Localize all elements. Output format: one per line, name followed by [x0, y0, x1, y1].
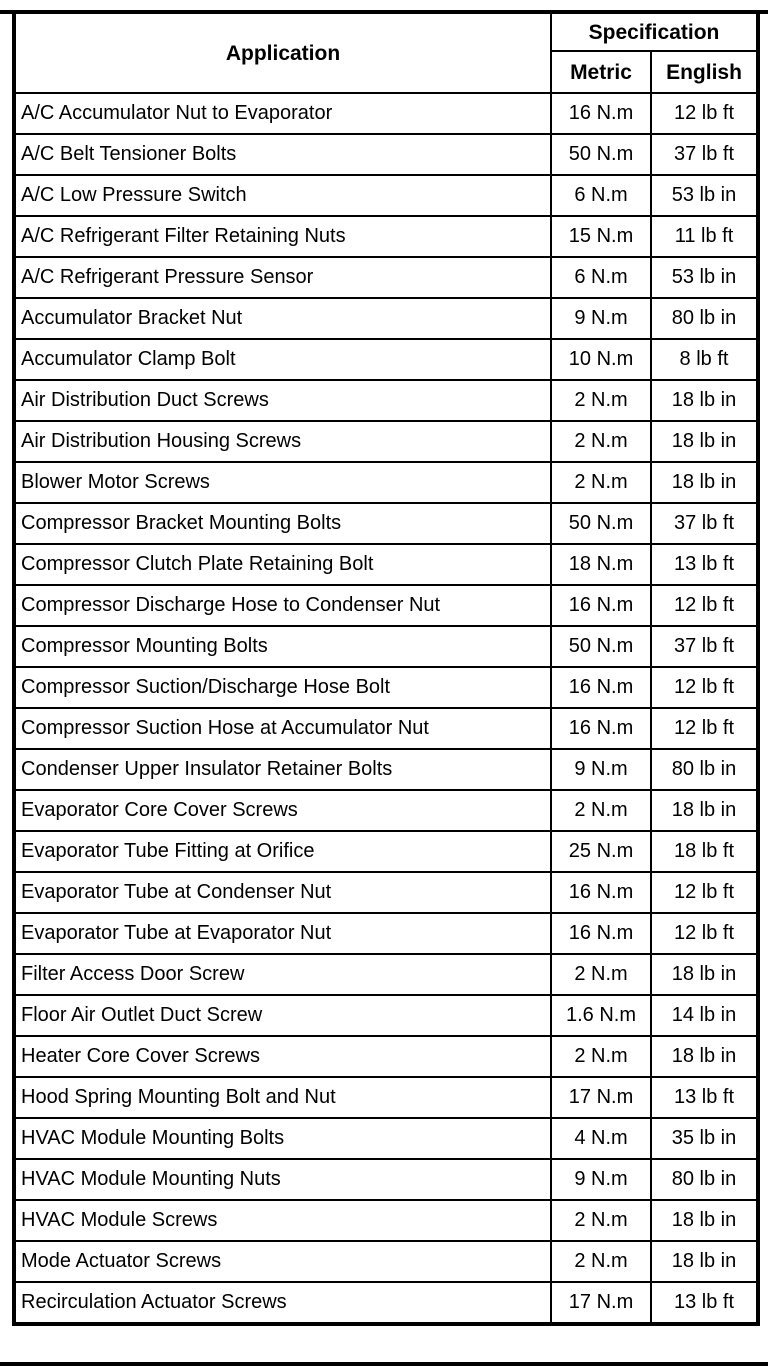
- table-row: [14, 380, 758, 421]
- metric-value-cell: 16 N.m: [551, 667, 651, 708]
- english-value-cell: 12 lb ft: [651, 708, 758, 749]
- metric-value-cell: 1.6 N.m: [551, 995, 651, 1036]
- application-cell: Heater Core Cover Screws: [14, 1036, 551, 1077]
- table-row: [14, 134, 758, 175]
- english-value-cell: 12 lb ft: [651, 872, 758, 913]
- english-value-cell: 53 lb in: [651, 257, 758, 298]
- application-cell: Condenser Upper Insulator Retainer Bolts: [14, 749, 551, 790]
- application-column-header: Application: [14, 12, 551, 93]
- metric-value-cell: 6 N.m: [551, 257, 651, 298]
- table-row: [14, 257, 758, 298]
- english-value-cell: 18 lb in: [651, 1036, 758, 1077]
- english-value-cell: 13 lb ft: [651, 1282, 758, 1324]
- metric-value-cell: 2 N.m: [551, 954, 651, 995]
- application-cell: Evaporator Tube at Evaporator Nut: [14, 913, 551, 954]
- application-cell: Recirculation Actuator Screws: [14, 1282, 551, 1324]
- table-row: [14, 339, 758, 380]
- table-row: [14, 503, 758, 544]
- english-value-cell: 13 lb ft: [651, 544, 758, 585]
- application-cell: Compressor Discharge Hose to Condenser Nut: [14, 585, 551, 626]
- application-cell: Evaporator Core Cover Screws: [14, 790, 551, 831]
- table-row: [14, 298, 758, 339]
- table-row: [14, 790, 758, 831]
- table-row: [14, 1118, 758, 1159]
- application-cell: Compressor Suction Hose at Accumulator Nut: [14, 708, 551, 749]
- table-row: [14, 175, 758, 216]
- metric-value-cell: 6 N.m: [551, 175, 651, 216]
- table-row: [14, 954, 758, 995]
- english-value-cell: 13 lb ft: [651, 1077, 758, 1118]
- application-cell: Compressor Bracket Mounting Bolts: [14, 503, 551, 544]
- metric-column-header: Metric: [551, 51, 651, 93]
- header-row-specification: [14, 12, 758, 51]
- table-row: [14, 1077, 758, 1118]
- english-value-cell: 18 lb in: [651, 1241, 758, 1282]
- english-value-cell: 8 lb ft: [651, 339, 758, 380]
- table-row: [14, 544, 758, 585]
- metric-value-cell: 17 N.m: [551, 1077, 651, 1118]
- english-value-cell: 37 lb ft: [651, 626, 758, 667]
- application-cell: Blower Motor Screws: [14, 462, 551, 503]
- application-cell: Evaporator Tube Fitting at Orifice: [14, 831, 551, 872]
- table-row: [14, 585, 758, 626]
- metric-value-cell: 25 N.m: [551, 831, 651, 872]
- table-row: [14, 1282, 758, 1324]
- english-value-cell: 18 lb in: [651, 790, 758, 831]
- application-cell: Accumulator Clamp Bolt: [14, 339, 551, 380]
- metric-value-cell: 18 N.m: [551, 544, 651, 585]
- metric-value-cell: 50 N.m: [551, 503, 651, 544]
- table-row: [14, 749, 758, 790]
- english-value-cell: 80 lb in: [651, 1159, 758, 1200]
- english-value-cell: 18 lb ft: [651, 831, 758, 872]
- application-cell: HVAC Module Mounting Bolts: [14, 1118, 551, 1159]
- english-value-cell: 18 lb in: [651, 380, 758, 421]
- application-cell: Accumulator Bracket Nut: [14, 298, 551, 339]
- english-value-cell: 12 lb ft: [651, 667, 758, 708]
- table-row: [14, 421, 758, 462]
- metric-value-cell: 2 N.m: [551, 1036, 651, 1077]
- application-cell: Floor Air Outlet Duct Screw: [14, 995, 551, 1036]
- application-cell: A/C Low Pressure Switch: [14, 175, 551, 216]
- metric-value-cell: 2 N.m: [551, 1200, 651, 1241]
- metric-value-cell: 4 N.m: [551, 1118, 651, 1159]
- english-value-cell: 14 lb in: [651, 995, 758, 1036]
- metric-value-cell: 16 N.m: [551, 872, 651, 913]
- metric-value-cell: 50 N.m: [551, 134, 651, 175]
- table-row: [14, 995, 758, 1036]
- specification-column-group-header: Specification: [551, 12, 758, 51]
- english-value-cell: 80 lb in: [651, 298, 758, 339]
- table-row: [14, 462, 758, 503]
- table-row: [14, 1200, 758, 1241]
- english-value-cell: 37 lb ft: [651, 503, 758, 544]
- table-row: [14, 667, 758, 708]
- table-row: [14, 1159, 758, 1200]
- table-row: [14, 913, 758, 954]
- english-value-cell: 37 lb ft: [651, 134, 758, 175]
- english-value-cell: 12 lb ft: [651, 93, 758, 134]
- application-cell: Mode Actuator Screws: [14, 1241, 551, 1282]
- english-value-cell: 18 lb in: [651, 462, 758, 503]
- english-value-cell: 80 lb in: [651, 749, 758, 790]
- table-body: [14, 93, 758, 1324]
- metric-value-cell: 9 N.m: [551, 298, 651, 339]
- table-row: [14, 626, 758, 667]
- english-column-header: English: [651, 51, 758, 93]
- application-cell: HVAC Module Mounting Nuts: [14, 1159, 551, 1200]
- application-cell: Air Distribution Duct Screws: [14, 380, 551, 421]
- metric-value-cell: 17 N.m: [551, 1282, 651, 1324]
- table-header: [14, 12, 758, 93]
- page-top-rule: [0, 10, 768, 14]
- english-value-cell: 35 lb in: [651, 1118, 758, 1159]
- metric-value-cell: 16 N.m: [551, 913, 651, 954]
- application-cell: A/C Belt Tensioner Bolts: [14, 134, 551, 175]
- page-bottom-rule: [0, 1362, 768, 1366]
- english-value-cell: 18 lb in: [651, 954, 758, 995]
- metric-value-cell: 16 N.m: [551, 93, 651, 134]
- table-row: [14, 1241, 758, 1282]
- table-row: [14, 831, 758, 872]
- english-value-cell: 18 lb in: [651, 1200, 758, 1241]
- english-value-cell: 12 lb ft: [651, 913, 758, 954]
- torque-specifications-table: [12, 10, 760, 1326]
- english-value-cell: 11 lb ft: [651, 216, 758, 257]
- table-row: [14, 216, 758, 257]
- application-cell: Hood Spring Mounting Bolt and Nut: [14, 1077, 551, 1118]
- metric-value-cell: 2 N.m: [551, 790, 651, 831]
- application-cell: Compressor Mounting Bolts: [14, 626, 551, 667]
- metric-value-cell: 16 N.m: [551, 708, 651, 749]
- table-row: [14, 93, 758, 134]
- english-value-cell: 12 lb ft: [651, 585, 758, 626]
- application-cell: A/C Accumulator Nut to Evaporator: [14, 93, 551, 134]
- metric-value-cell: 9 N.m: [551, 749, 651, 790]
- application-cell: Filter Access Door Screw: [14, 954, 551, 995]
- metric-value-cell: 2 N.m: [551, 421, 651, 462]
- application-cell: Evaporator Tube at Condenser Nut: [14, 872, 551, 913]
- metric-value-cell: 9 N.m: [551, 1159, 651, 1200]
- english-value-cell: 18 lb in: [651, 421, 758, 462]
- application-cell: Compressor Clutch Plate Retaining Bolt: [14, 544, 551, 585]
- table-row: [14, 872, 758, 913]
- metric-value-cell: 15 N.m: [551, 216, 651, 257]
- metric-value-cell: 2 N.m: [551, 462, 651, 503]
- application-cell: A/C Refrigerant Filter Retaining Nuts: [14, 216, 551, 257]
- application-cell: A/C Refrigerant Pressure Sensor: [14, 257, 551, 298]
- metric-value-cell: 2 N.m: [551, 380, 651, 421]
- table-row: [14, 708, 758, 749]
- metric-value-cell: 16 N.m: [551, 585, 651, 626]
- metric-value-cell: 2 N.m: [551, 1241, 651, 1282]
- application-cell: Compressor Suction/Discharge Hose Bolt: [14, 667, 551, 708]
- metric-value-cell: 10 N.m: [551, 339, 651, 380]
- application-cell: Air Distribution Housing Screws: [14, 421, 551, 462]
- english-value-cell: 53 lb in: [651, 175, 758, 216]
- application-cell: HVAC Module Screws: [14, 1200, 551, 1241]
- metric-value-cell: 50 N.m: [551, 626, 651, 667]
- table-row: [14, 1036, 758, 1077]
